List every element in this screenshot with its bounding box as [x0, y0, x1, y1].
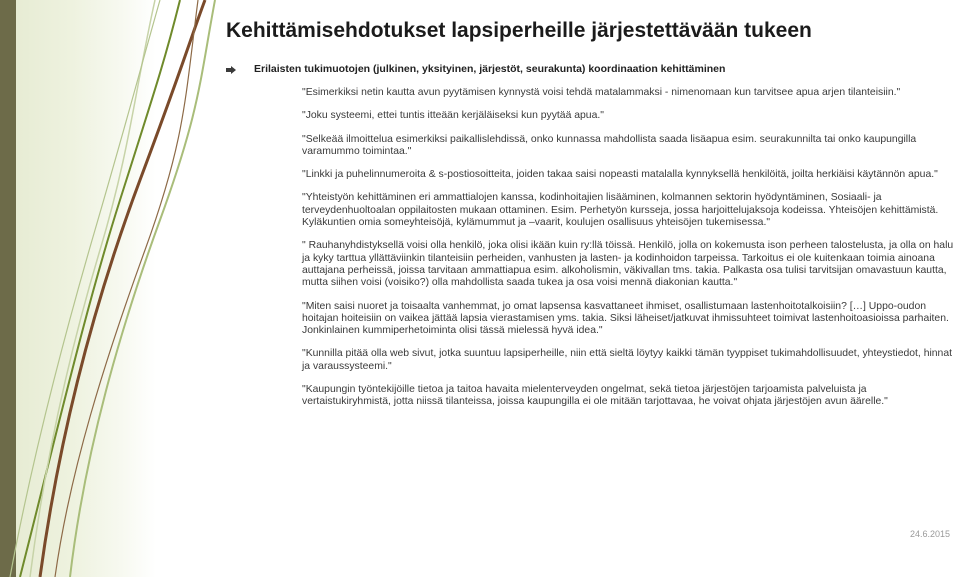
quote-item: "Miten saisi nuoret ja toisaalta vanhemmat, jo omat lapsensa kasvattaneet ihmiset, osallistumaan lastenhoitotalkoisiin? […] Uppo-oudon hoitajan hoiteisiin on vaikea jättää lapsia vierastamisen yms. takia. Siksi läheiset/jatkuvat ihmissuhteet toimivat lastenhoitoasioissa parhaiten. Jonkinlainen kummiperhetoiminta olisi tässä mielessä hyvä idea." [302, 300, 949, 337]
subheading: Erilaisten tukimuotojen (julkinen, yksityinen, järjestöt, seurakunta) koordinaation kehittäminen [254, 63, 726, 75]
slide-title: Kehittämisehdotukset lapsiperheille järjestettävään tukeen [226, 19, 812, 42]
quote-item: "Kaupungin työntekijöille tietoa ja taitoa havaita mielenterveyden ongelmat, sekä tietoa järjestöjen tarjoamista palveluista ja vertaistukiryhmistä, jotta niissä tilanteissa, joissa kaupungilla ei ole mitään tarjottavaa, he voivat ohjata järjestöjen avun äärelle." [302, 384, 888, 408]
quote-item: "Selkeää ilmoittelua esimerkiksi paikallislehdissä, onko kunnassa mahdollista saada lisäapua esim. seurakunnilta tai onko kaupungilla varamummo toimintaa." [302, 133, 917, 157]
quote-list [302, 87, 957, 420]
quote-item: "Joku systeemi, ettei tuntis itteään kerjäläiseksi kun pyytää apua." [302, 110, 604, 122]
quote-item: "Esimerkiksi netin kautta avun pyytämisen kynnystä voisi tehdä matalammaksi - nimenomaan kun tarvitsee apua arjen tilanteisiin." [302, 87, 901, 98]
quote-item: "Linkki ja puhelinnumeroita & s-postiosoitteita, joiden takaa saisi nopeasti matalalla kynnyksellä henkilöitä, joilta herkiäisi käytännön apua." [302, 169, 938, 181]
footer-date: 24.6.2015 [909, 529, 950, 539]
quote-item: "Yhteistyön kehittäminen eri ammattialojen kanssa, kodinhoitajien lisääminen, kolmannen sektorin hyödyntäminen, Sosiaali- ja terveydenhuoltoalan oppilaitosten mukaan ottaminen. Esim. Perhetyön kursseja, jossa harjoittelujaksoja kodeissa. Yhteisöjen kehittämistä. Kyläkuntien omia someyhteisöjä, kylämummut ja –vaarit, koulujen osallisuus yhteisöjen tukemisessa." [302, 192, 939, 229]
quote-item: "Kunnilla pitää olla web sivut, jotka suuntuu lapsiperheille, niin että sieltä löytyy kaikki tämän tyyppiset tukimahdollisuudet, yhteystiedot, hinnat ja varaussysteemi." [302, 348, 952, 372]
arrow-bullet-icon [226, 65, 236, 75]
vine-decoration [0, 0, 220, 577]
quote-item: " Rauhanyhdistyksellä voisi olla henkilö, joka olisi ikään kuin ry:llä töissä. Henkilö, jolla on kokemusta ison perheen talostelusta, ja olla on halu ja kyky tarttua yllättäviinkin tilanteisiin perheiden, vanhusten ja lasten- ja kodinhoidon tarpeissa. Tarkoitus ei ole kuitenkaan toimia ainoana auttajana perheissä, joissa tarvitaan ammattiapua esim. alkoholismin, väkivallan tms. takia. Palkasta osa tulisi tarvitsijan omavastuun kautta, mutta siihen voisi (voisiko?) olla mahdollista saada tukea ja osa voisi mennä diakonian kautta." [302, 240, 954, 289]
